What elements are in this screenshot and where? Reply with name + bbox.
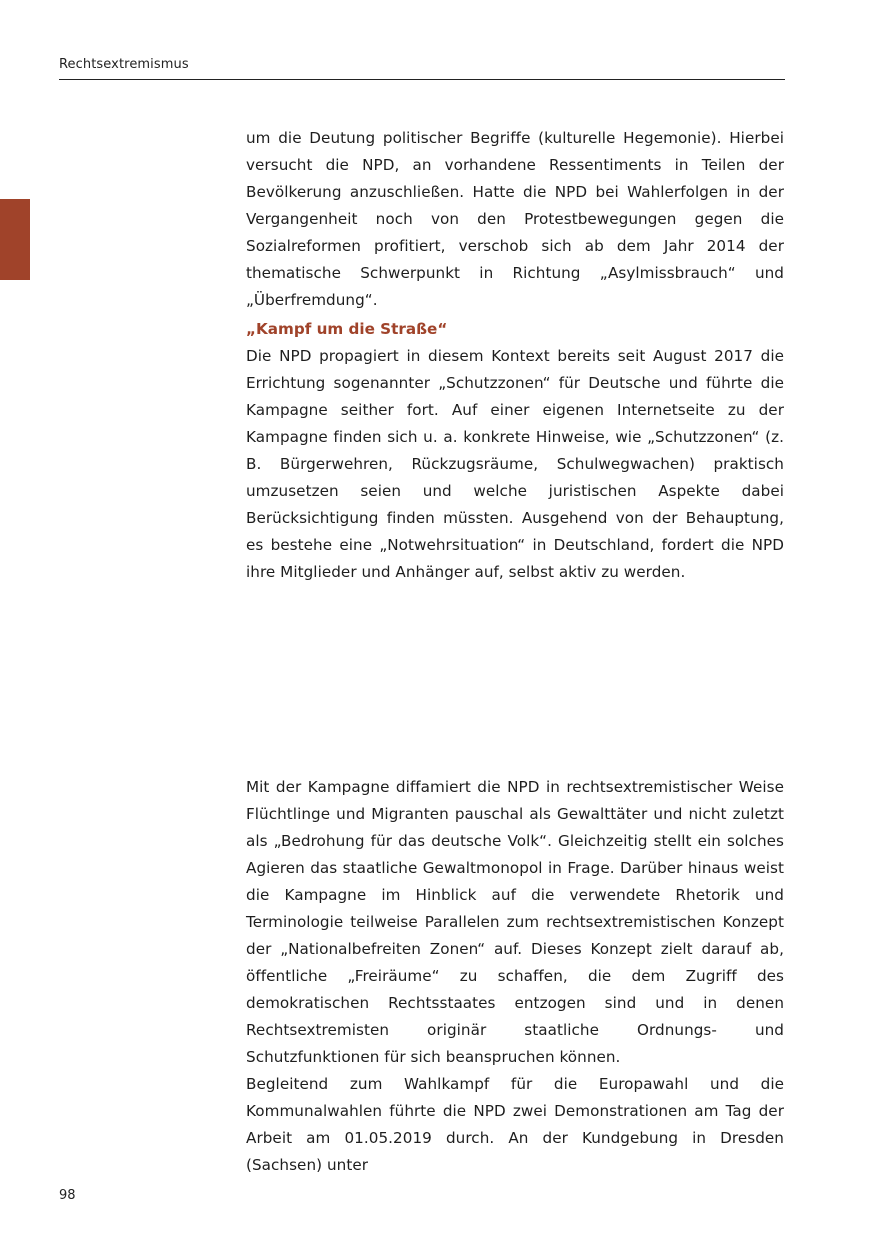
paragraph-4: Begleitend zum Wahlkampf für die Europawahl und die Kommunalwahlen führte die NPD zwei Demonstrationen am Tag der Arbeit am 01.05.2019 durch. An der Kundgebung in Dresden (Sachsen) unter [246, 1075, 784, 1174]
section-subheading: „Kampf um die Straße“ [246, 320, 448, 338]
paragraph-3: Mit der Kampagne diffamiert die NPD in rechtsextremistischer Weise Flüchtlinge und Migranten pauschal als Gewalttäter und nicht zuletzt als „Bedrohung für das deutsche Volk“. Gleichzeitig stellt ein solches Agieren das staatliche Gewaltmonopol in Frage. Darüber hinaus weist die Kampagne im Hinblick auf die verwendete Rhetorik und Terminologie teilweise Parallelen zum rechtsextremistischen Konzept der „Nationalbefreiten Zonen“ auf. Dieses Konzept zielt darauf ab, öffentliche „Freiräume“ zu schaffen, die dem Zugriff des demokratischen Rechtsstaates entzogen sind und in denen Rechtsextremisten originär staatliche Ordnungs- und Schutzfunktionen für sich beanspruchen können. [246, 778, 784, 1066]
paragraph-1: um die Deutung politischer Begriffe (kulturelle Hegemonie). Hierbei versucht die NPD, an vorhandene Ressentiments in Teilen der Bevölkerung anzuschließen. Hatte die NPD bei Wahlerfolgen in der Vergangenheit noch von den Protestbewegungen gegen die Sozialreformen profitiert, verschob sich ab dem Jahr 2014 der thematische Schwerpunkt in Richtung „Asylmissbrauch“ und „Überfremdung“. [246, 129, 784, 309]
chapter-marker-tab [0, 199, 30, 280]
body-text-block-3 [246, 774, 784, 1179]
body-text-block-1 [246, 125, 784, 314]
header-divider [59, 79, 785, 80]
body-text-block-2 [246, 343, 784, 586]
paragraph-2: Die NPD propagiert in diesem Kontext bereits seit August 2017 die Errichtung sogenannter „Schutzzonen“ für Deutsche und führte die Kampagne seither fort. Auf einer eigenen Internetseite zu der Kampagne finden sich u. a. konkrete Hinweise, wie „Schutzzonen“ (z. B. Bürgerwehren, Rückzugsräume, Schulwegwachen) praktisch umzusetzen seien und welche juristischen Aspekte dabei Berücksichtigung finden müssten. Ausgehend von der Behauptung, es bestehe eine „Notwehrsituation“ in Deutschland, fordert die NPD ihre Mitglieder und Anhänger auf, selbst aktiv zu werden. [246, 347, 784, 581]
running-header-title: Rechtsextremismus [59, 57, 189, 72]
page-number: 98 [59, 1188, 76, 1203]
